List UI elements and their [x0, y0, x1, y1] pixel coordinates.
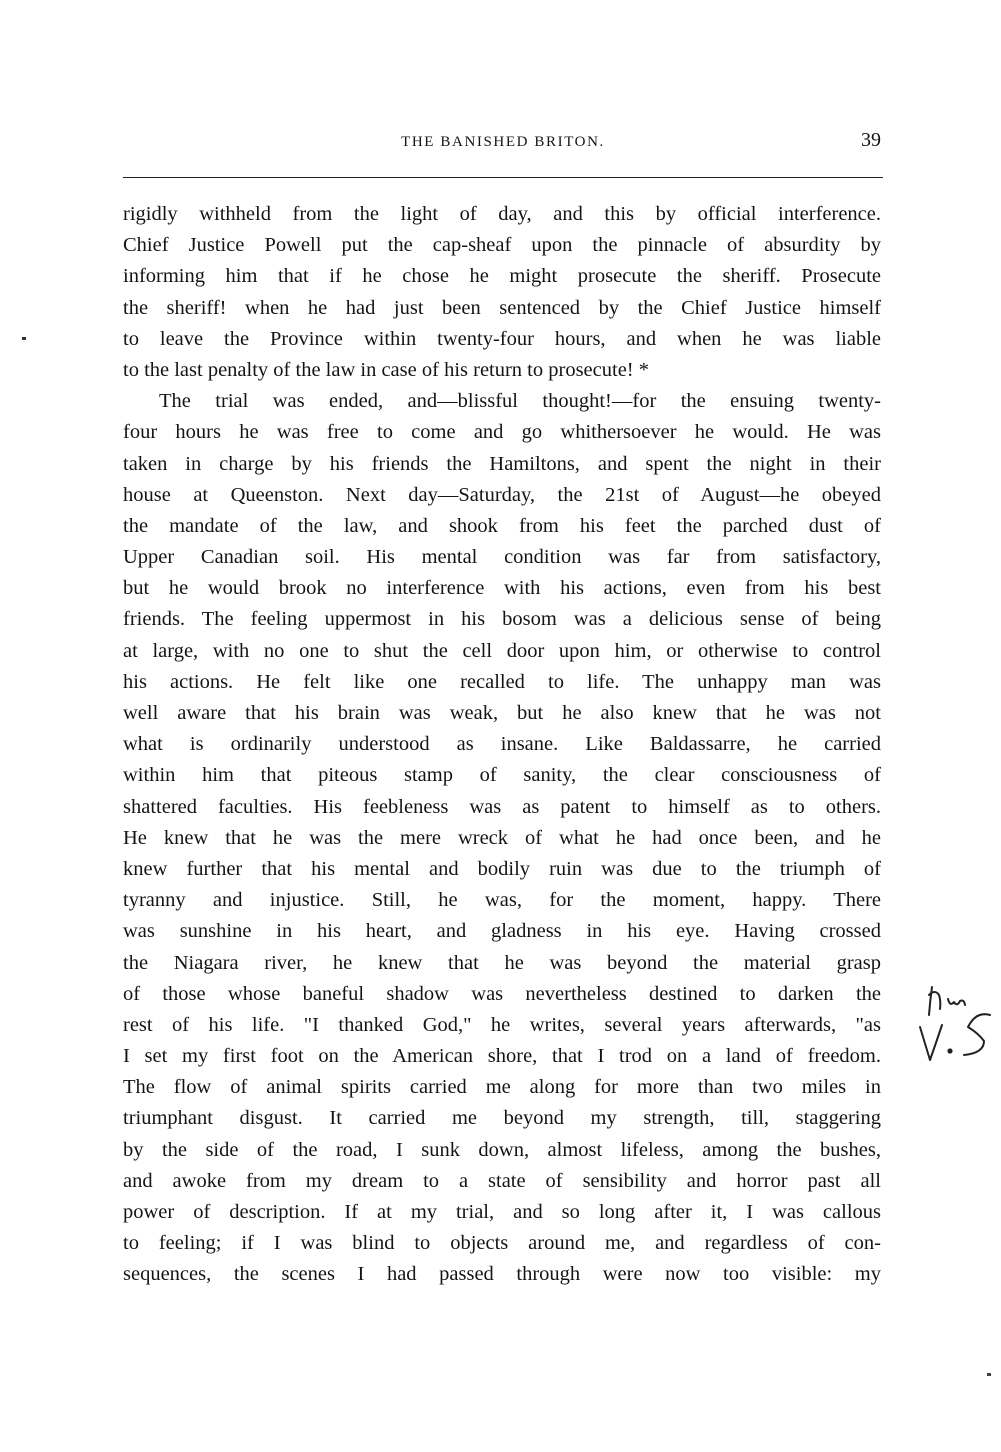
text-line: what is ordinarily understood as insane. Like Baldassarre, he carried — [123, 733, 881, 756]
text-line: power of description. If at my trial, and so long after it, I was callous — [123, 1201, 881, 1223]
handwritten-annotation — [912, 985, 992, 1065]
text-line: The flow of animal spirits carried me along for more than two miles in — [123, 1076, 881, 1099]
text-line: the sheriff! when he had just been sentenced by the Chief Justice himself — [123, 296, 881, 319]
paragraph-start-line: The trial was ended, and—blissful thought!—for the ensuing twenty- — [159, 390, 881, 413]
text-line: shattered faculties. His feebleness was as patent to himself as to others. — [123, 795, 881, 818]
text-line: well aware that his brain was weak, but he also knew that he was not — [123, 702, 881, 724]
text-line: his actions. He felt like one recalled to life. The unhappy man was — [123, 670, 881, 693]
text-line: to leave the Province within twenty-four hours, and when he was liable — [123, 327, 881, 350]
text-line: the Niagara river, he knew that he was beyond the material grasp — [123, 951, 881, 974]
text-line: at large, with no one to shut the cell door upon him, or otherwise to control — [123, 639, 881, 662]
text-line: tyranny and injustice. Still, he was, for the moment, happy. There — [123, 889, 881, 912]
corner-mark — [987, 1373, 991, 1376]
text-line: friends. The feeling uppermost in his bosom was a delicious sense of being — [123, 608, 881, 631]
text-line: rest of his life. "I thanked God," he writes, several years afterwards, "as — [123, 1013, 881, 1036]
text-line: taken in charge by his friends the Hamiltons, and spent the night in their — [123, 452, 881, 475]
text-line: informing him that if he chose he might prosecute the sheriff. Prosecute — [123, 265, 881, 288]
text-line: triumphant disgust. It carried me beyond my strength, till, staggering — [123, 1107, 881, 1130]
text-line: of those whose baneful shadow was nevertheless destined to darken the — [123, 982, 881, 1005]
text-line: Upper Canadian soil. His mental condition was far from satisfactory, — [123, 546, 881, 569]
text-line: to the last penalty of the law in case of his return to prosecute! * — [123, 358, 650, 381]
text-line: knew further that his mental and bodily ruin was due to the triumph of — [123, 857, 881, 880]
running-title: THE BANISHED BRITON. — [401, 134, 605, 150]
margin-mark — [22, 337, 26, 340]
text-line: to feeling; if I was blind to objects around me, and regardless of con- — [123, 1232, 881, 1255]
text-line: by the side of the road, I sunk down, almost lifeless, among the bushes, — [123, 1138, 881, 1161]
text-line: house at Queenston. Next day—Saturday, the 21st of August—he obeyed — [123, 483, 881, 506]
body-text — [123, 199, 881, 1291]
text-line: and awoke from my dream to a state of sensibility and horror past all — [123, 1169, 881, 1192]
text-line: Chief Justice Powell put the cap-sheaf upon the pinnacle of absurdity by — [123, 234, 881, 257]
text-line: sequences, the scenes I had passed through were now too visible: my — [123, 1263, 881, 1286]
text-line: rigidly withheld from the light of day, and this by official interference. — [123, 203, 881, 225]
running-head — [123, 128, 883, 158]
page-number: 39 — [861, 129, 881, 151]
text-line: but he would brook no interference with his actions, even from his best — [123, 577, 881, 600]
text-line: He knew that he was the mere wreck of what he had once been, and he — [123, 826, 881, 849]
text-line: the mandate of the law, and shook from his feet the parched dust of — [123, 514, 881, 537]
header-rule — [123, 177, 883, 178]
text-line: was sunshine in his heart, and gladness in his eye. Having crossed — [123, 920, 881, 943]
text-line: I set my first foot on the American shore, that I trod on a land of freedom. — [123, 1045, 881, 1068]
text-line: four hours he was free to come and go whithersoever he would. He was — [123, 421, 881, 444]
text-line: within him that piteous stamp of sanity, the clear consciousness of — [123, 764, 881, 787]
